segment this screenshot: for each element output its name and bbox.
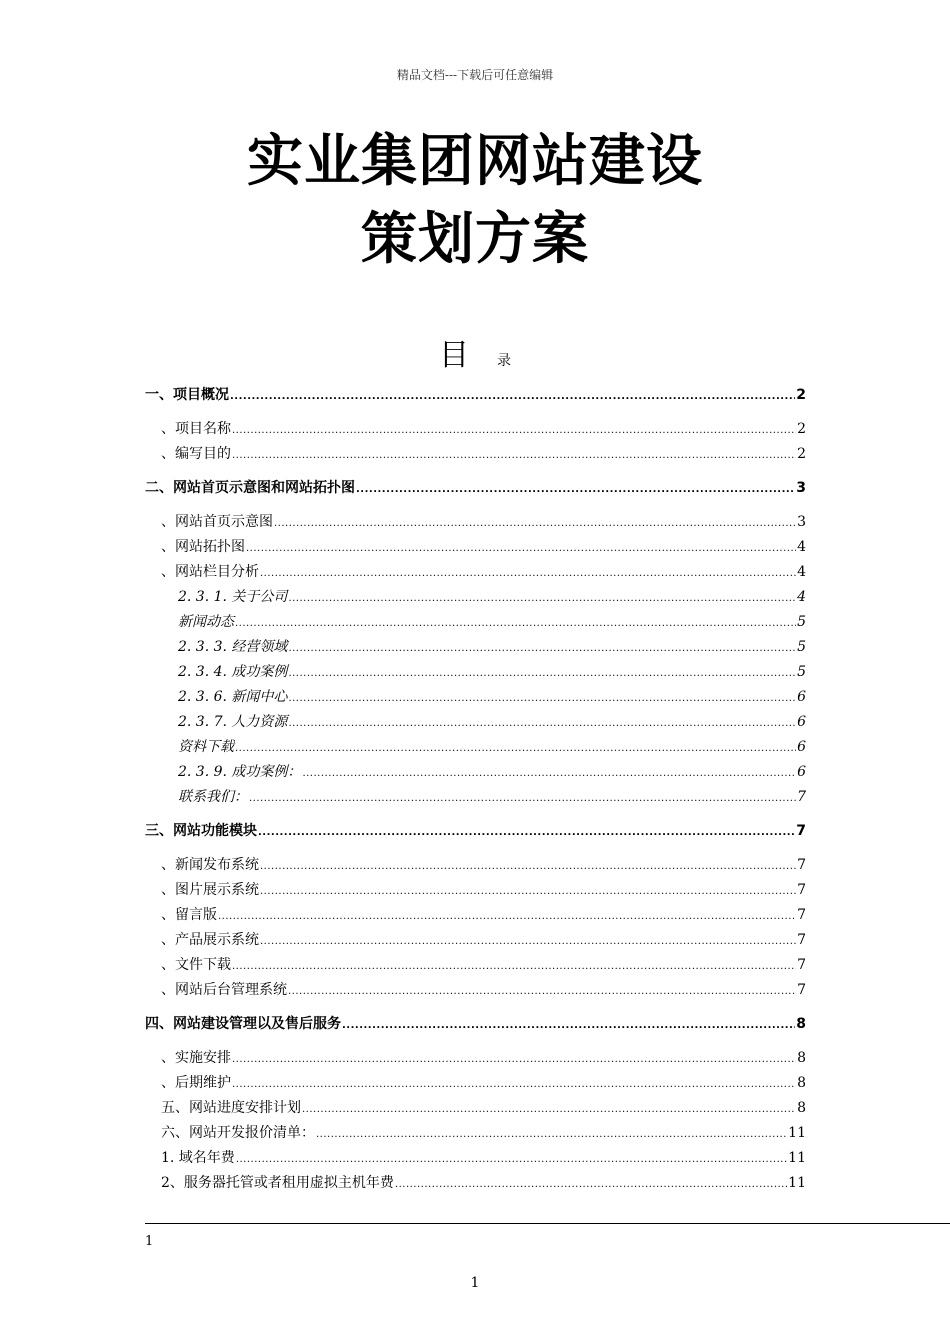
- toc-entry-label: 2. 3. 1. 关于公司: [178, 589, 288, 605]
- toc-entry[interactable]: [145, 443, 806, 465]
- toc-entry-label: 、后期维护: [161, 1075, 231, 1091]
- toc-entry[interactable]: [145, 536, 806, 558]
- toc-entry-label: 、产品展示系统: [161, 932, 259, 948]
- toc-entry[interactable]: [145, 1172, 806, 1194]
- toc-leader-dots: [232, 443, 796, 467]
- toc-leader-dots: [260, 929, 796, 953]
- toc-entry-label: 四、网站建设管理以及售后服务: [145, 1016, 341, 1032]
- header-note: 精品文档---下载后可任意编辑: [396, 68, 554, 82]
- toc-entry[interactable]: [145, 904, 806, 926]
- toc-entry-page: 4: [797, 564, 806, 580]
- toc-leader-dots: [235, 736, 796, 760]
- toc-leader-dots: [302, 1097, 796, 1121]
- toc-entry[interactable]: [145, 1122, 806, 1144]
- toc-leader-dots: [230, 384, 795, 408]
- toc-entry[interactable]: [145, 384, 806, 406]
- footer-divider: [145, 1223, 950, 1224]
- toc-entry-label: 五、网站进度安排计划: [161, 1100, 301, 1116]
- toc-entry[interactable]: [145, 1147, 806, 1169]
- toc-entry[interactable]: [145, 477, 806, 499]
- toc-entry-page: 11: [788, 1125, 806, 1141]
- toc-leader-dots: [235, 611, 796, 635]
- toc-entry-label: 、新闻发布系统: [161, 857, 259, 873]
- toc-heading: [0, 330, 950, 374]
- toc-entry[interactable]: [145, 879, 806, 901]
- toc-entry[interactable]: [145, 661, 806, 683]
- toc-entry-label: 联系我们：: [178, 789, 248, 805]
- toc-leader-dots: [218, 904, 796, 928]
- toc-entry-label: 2. 3. 3. 经营领域: [178, 639, 288, 655]
- toc-entry-page: 2: [797, 421, 806, 437]
- toc-entry-label: 资料下载: [178, 739, 234, 755]
- toc-entry[interactable]: [145, 854, 806, 876]
- toc-entry-label: 、图片展示系统: [161, 882, 259, 898]
- toc-entry-page: 7: [797, 789, 806, 805]
- document-title-line-1: 实业集团网站建设: [247, 129, 703, 194]
- toc-entry-label: 2、服务器托管或者租用虚拟主机年费: [161, 1175, 394, 1191]
- toc-leader-dots: [288, 711, 796, 735]
- toc-entry[interactable]: [145, 1047, 806, 1069]
- toc-entry-label: 2. 3. 7. 人力资源: [178, 714, 288, 730]
- toc-entry-page: 5: [797, 639, 806, 655]
- toc-entry-label: 2. 3. 6. 新闻中心: [178, 689, 288, 705]
- toc-entry-label: 、网站栏目分析: [161, 564, 259, 580]
- toc-entry-page: 3: [796, 480, 806, 496]
- document-title-line-2: 策划方案: [361, 207, 589, 272]
- toc-entry-page: 4: [797, 539, 806, 555]
- toc-leader-dots: [274, 511, 796, 535]
- toc-entry[interactable]: [145, 736, 806, 758]
- page-number: 1: [470, 1275, 480, 1291]
- toc-entry-label: 三、网站功能模块: [145, 823, 257, 839]
- toc-entry-label: 、实施安排: [161, 1050, 231, 1066]
- toc-leader-dots: [260, 854, 796, 878]
- toc-entry-page: 2: [796, 387, 806, 403]
- toc-entry-page: 4: [797, 589, 806, 605]
- toc-leader-dots: [342, 1013, 795, 1037]
- toc-entry[interactable]: [145, 979, 806, 1001]
- toc-leader-dots: [246, 536, 796, 560]
- toc-entry-label: 、文件下载: [161, 957, 231, 973]
- toc-entry-label: 、项目名称: [161, 421, 231, 437]
- toc-entry[interactable]: [145, 954, 806, 976]
- toc-entry[interactable]: [145, 636, 806, 658]
- toc-leader-dots: [249, 786, 796, 810]
- toc-heading-big: 目: [439, 338, 469, 373]
- toc-entry[interactable]: [145, 561, 806, 583]
- toc-leader-dots: [316, 1122, 787, 1146]
- footnote-marker: 1: [145, 1234, 154, 1249]
- toc-entry-label: 、网站拓扑图: [161, 539, 245, 555]
- toc-entry-label: 1. 域名年费: [161, 1150, 235, 1166]
- toc-entry-page: 7: [797, 857, 806, 873]
- toc-entry-page: 7: [797, 957, 806, 973]
- toc-entry-page: 7: [797, 882, 806, 898]
- toc-entry[interactable]: [145, 786, 806, 808]
- toc-entry[interactable]: [145, 820, 806, 842]
- toc-leader-dots: [260, 879, 796, 903]
- toc-entry-page: 11: [788, 1150, 806, 1166]
- toc-leader-dots: [258, 820, 795, 844]
- toc-entry[interactable]: [145, 929, 806, 951]
- toc-entry[interactable]: [145, 686, 806, 708]
- toc-leader-dots: [302, 761, 796, 785]
- toc-entry-label: 新闻动态: [178, 614, 234, 630]
- toc-entry-page: 6: [797, 714, 806, 730]
- toc-leader-dots: [288, 979, 796, 1003]
- toc-entry-page: 5: [797, 614, 806, 630]
- toc-entry-page: 3: [797, 514, 806, 530]
- toc-leader-dots: [395, 1172, 787, 1196]
- toc-entry[interactable]: [145, 586, 806, 608]
- toc-leader-dots: [288, 661, 796, 685]
- toc-entry[interactable]: [145, 761, 806, 783]
- toc-entry[interactable]: [145, 1097, 806, 1119]
- toc-entry-page: 6: [797, 764, 806, 780]
- toc-heading-small: 录: [497, 353, 511, 369]
- toc-entry-page: 7: [796, 823, 806, 839]
- toc-leader-dots: [288, 636, 796, 660]
- toc-entry-page: 11: [788, 1175, 806, 1191]
- toc-leader-dots: [232, 418, 796, 442]
- toc-entry-label: 2. 3. 4. 成功案例: [178, 664, 288, 680]
- toc-leader-dots: [356, 477, 795, 501]
- toc-entry-label: 、编写目的: [161, 446, 231, 462]
- toc-entry-label: 、网站首页示意图: [161, 514, 273, 530]
- toc-entry-page: 2: [797, 446, 806, 462]
- toc-entry-label: 六、网站开发报价清单：: [161, 1125, 315, 1141]
- toc-entry-page: 8: [797, 1100, 806, 1116]
- toc-entry[interactable]: [145, 418, 806, 440]
- toc-entry-label: 2. 3. 9. 成功案例：: [178, 764, 302, 780]
- toc-entry-page: 6: [797, 689, 806, 705]
- toc-entry[interactable]: [145, 511, 806, 533]
- toc-entry-page: 8: [796, 1016, 806, 1032]
- toc-entry-page: 8: [797, 1075, 806, 1091]
- toc-entry-page: 6: [797, 739, 806, 755]
- toc-leader-dots: [232, 954, 796, 978]
- toc-entry-page: 7: [797, 907, 806, 923]
- toc-entry-page: 7: [797, 932, 806, 948]
- toc-leader-dots: [232, 1072, 796, 1096]
- toc-leader-dots: [236, 1147, 787, 1171]
- toc-entry[interactable]: [145, 611, 806, 633]
- toc-entry[interactable]: [145, 1072, 806, 1094]
- toc-entry-page: 8: [797, 1050, 806, 1066]
- toc-entry[interactable]: [145, 711, 806, 733]
- toc-leader-dots: [288, 586, 796, 610]
- toc-entry-label: 、留言版: [161, 907, 217, 923]
- toc-entry-page: 7: [797, 982, 806, 998]
- toc-entry-label: 一、项目概况: [145, 387, 229, 403]
- toc-leader-dots: [260, 561, 796, 585]
- toc-entry-page: 5: [797, 664, 806, 680]
- toc-entry[interactable]: [145, 1013, 806, 1035]
- toc-leader-dots: [232, 1047, 796, 1071]
- toc-leader-dots: [288, 686, 796, 710]
- toc-entry-label: 二、网站首页示意图和网站拓扑图: [145, 480, 355, 496]
- toc-entry-label: 、网站后台管理系统: [161, 982, 287, 998]
